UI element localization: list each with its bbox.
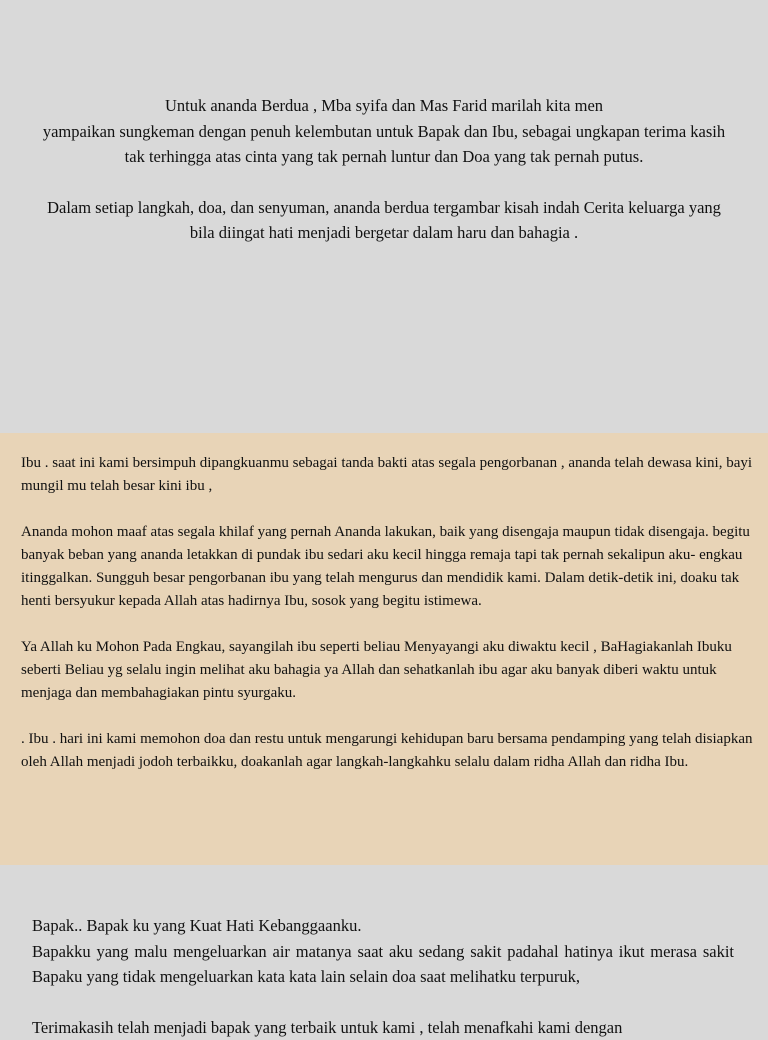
mother-paragraph-4: . Ibu . hari ini kami memohon doa dan restu untuk mengarungi kehidupan baru bersama pendamping yang telah disiapkan oleh Allah menjadi jodoh terbaikku, doakanlah agar langkah-langkahku selalu dalam ridha Allah dan ridha Ibu.	[21, 728, 761, 774]
page-bottom-section	[0, 865, 768, 1024]
letter-to-mother	[21, 452, 761, 774]
mother-paragraph-2: Ananda mohon maaf atas segala khilaf yang pernah Ananda lakukan, baik yang disengaja maupun tidak disengaja. begitu banyak beban yang ananda letakkan di pundak ibu sedari aku kecil hingga remaja tapi tak pernah sekalipun aku- engkau itinggalkan. Sungguh besar pengorbanan ibu yang telah mengurus dan mendidik kami. Dalam detik-detik ini, doaku tak henti bersyukur kepada Allah atas hadirnya Ibu, sosok yang begitu istimewa.	[21, 521, 761, 613]
intro-paragraph-1-line-1: Untuk ananda Berdua , Mba syifa dan Mas Farid marilah kita men	[165, 96, 603, 115]
father-paragraph-2: Terimakasih telah menjadi bapak yang terbaik untuk kami , telah menafkahi kami dengan	[32, 1015, 734, 1040]
intro-text	[40, 93, 728, 246]
mother-paragraph-3: Ya Allah ku Mohon Pada Engkau, sayangilah ibu seperti beliau Menyayangi aku diwaktu kecil , BaHagiakanlah Ibuku seberti Beliau yg selalu ingin melihat aku bahagia ya Allah dan sehatkanlah ibu agar aku banyak diberi waktu untuk menjaga dan membahagiakan pintu syurgaku.	[21, 636, 761, 705]
letter-to-father	[32, 913, 734, 1040]
father-paragraph-1: Bapakku yang malu mengeluarkan air matanya saat aku sedang sakit padahal hatinya ikut merasa sakit Bapaku yang tidak mengeluarkan kata kata lain selain doa saat melihatku terpuruk,	[32, 939, 734, 990]
intro-paragraph-1-line-2: yampaikan sungkeman dengan penuh kelembutan untuk Bapak dan Ibu, sebagai ungkapan terima kasih tak terhingga atas cinta yang tak pernah luntur dan Doa yang tak pernah putus.	[43, 122, 725, 167]
intro-paragraph-2: Dalam setiap langkah, doa, dan senyuman, ananda berdua tergambar kisah indah Cerita keluarga yang bila diingat hati menjadi bergetar dalam haru dan bahagia .	[40, 195, 728, 246]
page-top-section	[0, 0, 768, 433]
page-mid-section	[0, 433, 768, 865]
mother-paragraph-1: Ibu . saat ini kami bersimpuh dipangkuanmu sebagai tanda bakti atas segala pengorbanan , ananda telah dewasa kini, bayi mungil mu telah besar kini ibu ,	[21, 452, 761, 498]
father-heading: Bapak.. Bapak ku yang Kuat Hati Kebanggaanku.	[32, 913, 734, 939]
intro-paragraph-1	[40, 93, 728, 170]
